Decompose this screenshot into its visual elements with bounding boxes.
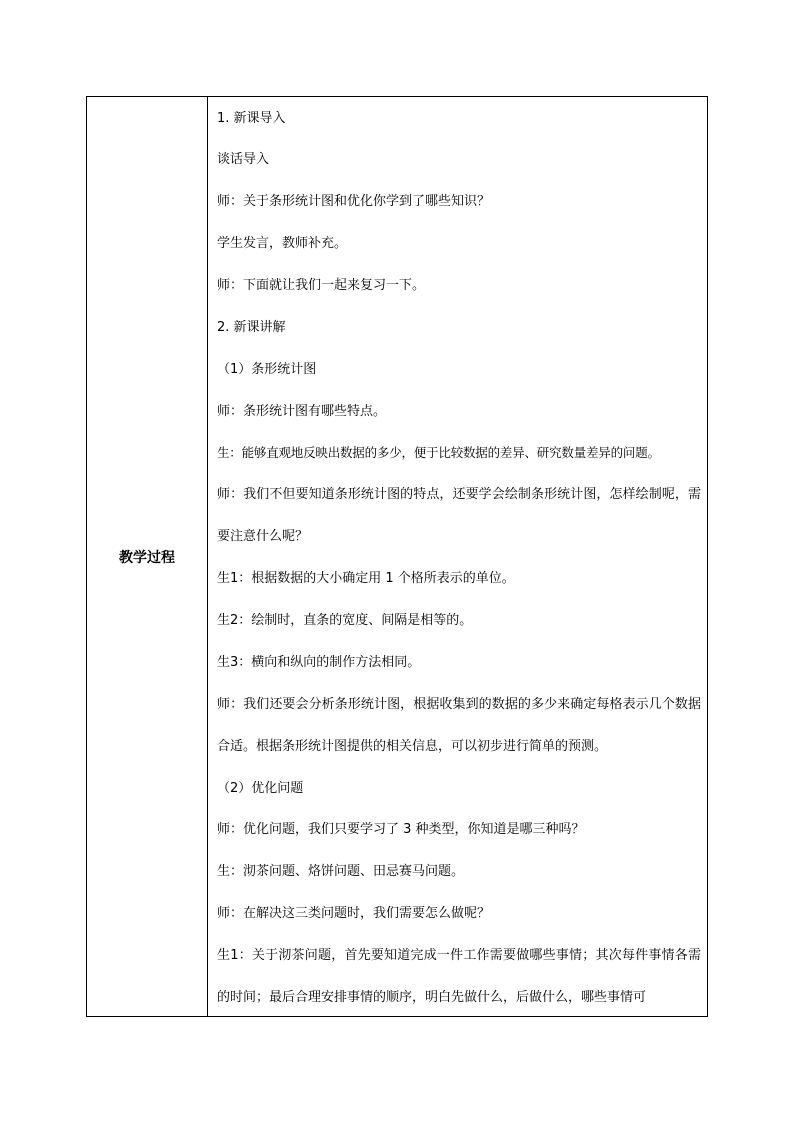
paragraph-9: 生：能够直观地反映出数据的多少，便于比较数据的差异、研究数量差异的问题。 xyxy=(217,445,660,460)
paragraph-5: 师：下面就让我们一起来复习一下。 xyxy=(217,278,426,293)
paragraph-3: 师：关于条形统计图和优化你学到了哪些知识？ xyxy=(217,194,491,209)
lesson-plan-table xyxy=(86,96,708,1017)
section-content-cell xyxy=(208,97,707,1016)
paragraph-1: 1. 新课导入 xyxy=(217,111,286,126)
paragraph-19: 生1：关于沏茶问题，首先要知道完成一件工作需要做哪些事情；其次每件事情各需的时间；最后合理安排事情的顺序，明白先做什么，后做什么，哪些事情可 xyxy=(217,948,701,1005)
section-label-cell xyxy=(87,97,208,1016)
paragraph-12: 生2：绘制时，直条的宽度、间隔是相等的。 xyxy=(217,613,473,628)
paragraph-15: （2）优化问题 xyxy=(217,781,304,796)
section-label: 教学过程 xyxy=(119,550,175,566)
paragraph-18: 师：在解决这三类问题时，我们需要怎么做呢？ xyxy=(217,906,491,921)
paragraph-2: 谈话导入 xyxy=(217,152,270,167)
paragraph-17: 生：沏茶问题、烙饼问题、田忌赛马问题。 xyxy=(217,864,465,879)
paragraph-7: （1）条形统计图 xyxy=(217,362,317,377)
paragraph-16: 师：优化问题，我们只要学习了 3 种类型，你知道是哪三种吗？ xyxy=(217,822,585,837)
paragraph-14: 师：我们还要会分析条形统计图，根据收集到的数据的多少来确定每格表示几个数据合适。根据条形统计图提供的相关信息，可以初步进行简单的预测。 xyxy=(217,697,701,754)
paragraph-8: 师：条形统计图有哪些特点。 xyxy=(217,404,387,419)
paragraph-4: 学生发言，教师补充。 xyxy=(217,236,348,251)
paragraph-6: 2. 新课讲解 xyxy=(217,320,286,335)
paragraph-13: 生3：横向和纵向的制作方法相同。 xyxy=(217,655,421,670)
paragraph-11: 生1：根据数据的大小确定用 1 个格所表示的单位。 xyxy=(217,571,515,586)
paragraph-10: 师：我们不但要知道条形统计图的特点，还要学会绘制条形统计图，怎样绘制呢，需要注意什么呢？ xyxy=(217,487,701,544)
